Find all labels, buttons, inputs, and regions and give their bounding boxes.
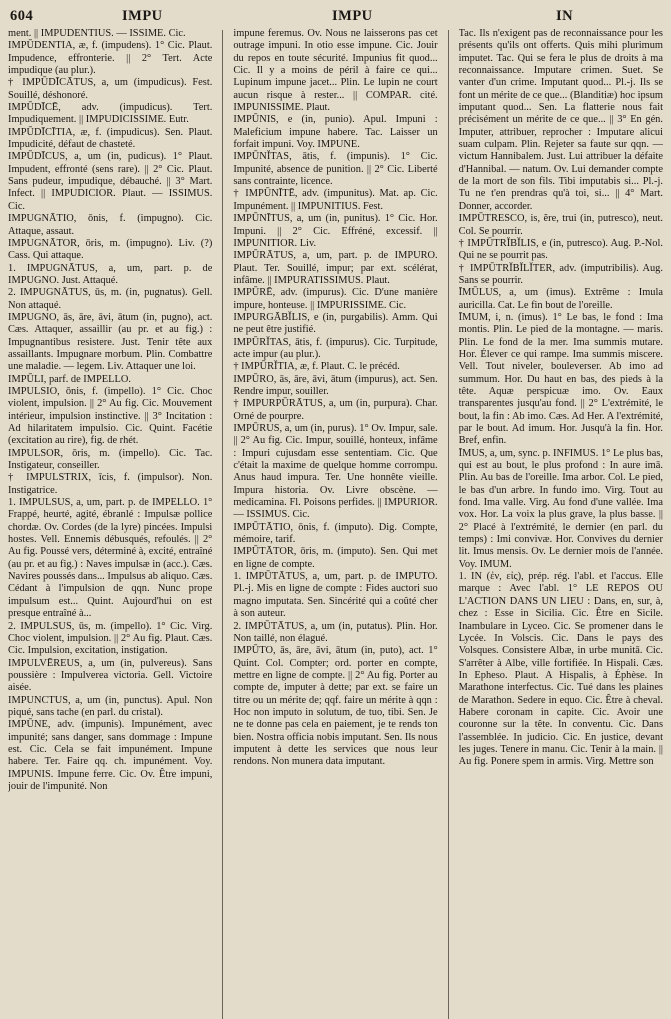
dictionary-entry: † IMPŪTRĬBĬLIS, e (in, putresco). Aug. P.-Nol. Qui ne se pourrit pas. [458, 237, 663, 262]
dictionary-entry: IMPŪRO, ās, āre, āvi, ātum (impurus), act. Sen. Rendre impur, souiller. [233, 373, 438, 397]
dictionary-entry: IMPŪRĀTUS, a, um, part. p. de IMPURO. Plaut. Ter. Souillé, impur; par ext. scélérat, infâme. || IMPURATISSIMUS. Plaut. [233, 250, 438, 286]
column-divider [448, 30, 449, 1019]
dictionary-entry: 1. IN (ἐν, εἰς), prép. rég. l'abl. et l'accus. Elle marque : Avec l'abl. 1° LE REPOS OU L'ACTION DANS UN LIEU : Dans, en, sur, à, chez : Esse in Sicilia. Cic. Être en Sicile. Inambulare in Lyceo. Cic. Se promener dans le Lycée. In Volscis. Cic. Dans le pays des Volsques. Consistere Albæ, in urbe munitā. Cic. S'arrêter à Albe, ville fortifiée. In Hispali. Cæs. In Epheso. Plaut. A Hispalis, à Éphèse. In Marathone interfectus. Cic. Tué dans les plaines de Marathon. Sedere in equo. Cic. Être à cheval. Habere coronam in capite. Cic. Avoir une couronne sur la tête. In conventu. Cic. Dans l'assemblée. In judicio. Cic. En justice, devant les juges. Tenere in manu. Cic. Tenir à la main. || Au fig. Ponere spem in armis. Virg. Mettre son [458, 571, 663, 768]
dictionary-entry: IMPŪNIS, e (in, punio). Apul. Impuni : Maleficium impune habere. Tac. Laisser un forfait impuni. Voy. IMPUNE. [233, 114, 438, 151]
dictionary-entry: IMPŪLI, parf. de IMPELLO. [8, 373, 131, 385]
dictionary-entry: † IMPŪNĪTĒ, adv. (impunitus). Mat. ap. Cic. Impunément. || IMPUNITIUS. Fest. [233, 188, 438, 212]
dictionary-entry: † IMPŪDĪCĀTUS, a, um (impudicus). Fest. Souillé, déshonoré. [8, 77, 213, 101]
column-left [8, 28, 212, 1019]
dictionary-entry: IMPUNCTUS, a, um (in, punctus). Apul. Non piqué, sans tache (en parl. du cristal). [8, 694, 213, 718]
dictionary-entry: ĪMUM, i, n. (imus). 1° Le bas, le fond : Ima montis. Plin. Le pied de la montagne. — maris. Plin. Le fond de la mer. Ima summis mutare. Hor. Élever ce qui rampe. Ima summis miscere. Vell. Tout niveler, bouleverser. Ab imo ad summum. Hor. Du haut en bas, des pieds à la tête. Aquæ perspicuæ imo. Ov. Eaux transparentes jusqu'au fond. || 2° L'extrémité, le bout, la fin : Ab imo. Cæs. Ad Her. A l'extrémité, par le bout. Ad imum. Hor. Jusqu'à la fin. Hor. Bref, enfin. [458, 311, 663, 447]
dictionary-entry: IMPŪTĀTIO, ōnis, f. (imputo). Dig. Compte, mémoire, tarif. [233, 521, 438, 546]
dictionary-entry: 2. IMPUGNĀTUS, ūs, m. (in, pugnatus). Gell. Non attaqué. [8, 287, 213, 311]
column-right [459, 28, 663, 1019]
dictionary-entry: ĪMŪLUS, a, um (imus). Extrême : Imula auricilla. Cat. Le fin bout de l'oreille. [458, 287, 663, 311]
dictionary-entry: 2. IMPŪTĀTUS, a, um (in, putatus). Plin. Hor. Non taillé, non élagué. [233, 620, 438, 644]
dictionary-entry: Tac. Ils n'exigent pas de reconnaissance pour les présents qu'ils ont offerts. Quis mihi plurimum imputet. Tac. Qui se fera le plus de droits à ma reconnaissance. Imputare crimen. Suet. Se vanter d'un crime. Imputant quod... Pl.-j. Ils se font un mérite de ce que... (Blanditiæ) hoc ipsum imputant quod... Sen. La flatterie nous fait précisément un mérite de ce que... || 3° En gén. Imputer, attribuer, reprocher : Imputare alicui suam culpam. Plin. Rejeter sa faute sur qqn. — victum Hannibalem. Just. Lui attribuer la défaite d'Hannibal. — natum. Ov. Lui demander compte de la mort de son fils. Tibi imputabis si... Pl.-j. Tu ne t'en prendras qu'à toi, si... || 4° Mart. Donner, accorder. [458, 28, 663, 212]
dictionary-entry: IMPŪNĪTUS, a, um (in, punitus). 1° Cic. Hor. Impuni. || 2° Cic. Effréné, excessif. || IMPUNITIOR. Liv. [233, 213, 438, 249]
dictionary-entry: † IMPURPŪRĀTUS, a, um (in, purpura). Char. Orné de pourpre. [233, 398, 438, 422]
dictionary-entry: IMPŪTO, ās, āre, āvi, ātum (in, puto), act. 1° Quint. Col. Compter; ord. porter en compte, mettre en ligne de compte. || 2° Au fig. Porter au compte de, imputer à dette; par ext. se faire un titre ou un mérite de; qqf. faire un mérite à qqn : Hoc non imputo in solutum, de tuo, tibi. Sen. Je ne te donne pas cela en paiement, je te rends ton bien. Nostra officia nobis imputant. Sen. Ils nous imputent à dette les services que nous leur rendons. Non munera data imputant. [233, 645, 438, 768]
dictionary-entry: IMPURGĀBĬLIS, e (in, purgabilis). Amm. Qui ne peut être justifié. [233, 311, 438, 336]
running-header [8, 6, 663, 26]
right-column-heading: IN [556, 8, 574, 24]
page-number: 604 [10, 8, 34, 24]
dictionary-entry: IMPUGNĀTIO, ōnis, f. (impugno). Cic. Attaque, assaut. [8, 213, 213, 237]
dictionary-entry: 2. IMPULSUS, ūs, m. (impello). 1° Cic. Virg. Choc violent, impulsion. || 2° Au fig. Plaut. Cæs. Cic. Impulsion, excitation, instigation. [8, 620, 213, 657]
dictionary-entry: IMPULVĒREUS, a, um (in, pulvereus). Sans poussière : Impulverea victoria. Gell. Victoire aisée. [8, 657, 213, 694]
dictionary-entry: IMPULSOR, ōris, m. (impello). Cic. Tac. Instigateur, conseiller. [8, 447, 213, 472]
dictionary-entry: IMPŪDENTIA, æ, f. (impudens). 1° Cic. Plaut. Impudence, effronterie. || 2° Tert. Acte impudique (au plur.). [8, 40, 213, 77]
dictionary-entry: IMPŪRUS, a, um (in, purus). 1° Ov. Impur, sale. || 2° Au fig. Cic. Impur, souillé, honteux, infâme : Impuri cujusdam esse sententiam. Cic. Que c'était la maxime de quelque homme corrompu. Anus haud impura. Ter. Une honnête vieille. Impura historia. Ov. Livre obscène. — medicamina. Fl. Poisons perfides. || IMPURIOR. — ISSIMUS. Cic. [233, 423, 438, 521]
dictionary-entry: IMPŪRĬTAS, ātis, f. (impurus). Cic. Turpitude, acte impur (au plur.). [233, 336, 438, 360]
dictionary-entry: 1. IMPUGNĀTUS, a, um, part. p. de IMPUGNO. Just. Attaqué. [8, 262, 213, 286]
dictionary-entry: IMPŪDĪCĪTIA, æ, f. (impudicus). Sen. Plaut. Impudicité, défaut de chasteté. [8, 126, 213, 151]
dictionary-entry: † IMPŪTRĬBĬLĬTER, adv. (imputribilis). Aug. Sans se pourrir. [458, 262, 663, 286]
column-middle [233, 28, 437, 1019]
left-column-heading: IMPU [122, 8, 163, 24]
column-divider [222, 30, 223, 1019]
dictionary-entry: † IMPULSTRIX, īcis, f. (impulsor). Non. Instigatrice. [8, 472, 213, 496]
dictionary-entry: IMPŪRĒ, adv. (impurus). Cic. D'une manière impure, honteuse. || IMPURISSIME. Cic. [233, 287, 438, 311]
dictionary-entry: IMPŪTRESCO, is, ĕre, trui (in, putresco), neut. Col. Se pourrir. [458, 213, 663, 237]
dictionary-entry: IMPŪTĀTOR, ōris, m. (imputo). Sen. Qui met en ligne de compte. [233, 546, 438, 570]
dictionary-entry: 1. IMPŪTĀTUS, a, um, part. p. de IMPUTO. Pl.-j. Mis en ligne de compte : Fides auctori suo magno imputata. Sen. Sincérité qui a coûté cher à son auteur. [233, 571, 438, 620]
dictionary-entry: ment. || IMPUDENTIUS. — ISSIME. Cic. [8, 28, 186, 39]
dictionary-entry: IMPŪDĪCUS, a, um (in, pudicus). 1° Plaut. Impudent, effronté (sens rare). || 2° Cic. Plaut. Sans pudeur, impudique, débauché. || 3° Mart. Infect. || IMPUDICIOR. Plaut. — ISSIMUS. Cic. [8, 151, 213, 212]
dictionary-entry: ĪMUS, a, um, sync. p. INFIMUS. 1° Le plus bas, qui est au bout, le plus profond : In aure imā. Plin. Au bas de l'oreille. Ima arbor. Col. Le pied, le bas d'un arbre. In fundo imo. Virg. Tout au fond. Ima valle. Virg. Au fond d'une vallée. Ima vox. Hor. La voix la plus grave, la plus basse. || 2° Placé à l'extrémité, le dernier (en parl. du temps) : Imi convivæ. Hor. Convives du dernier lit. Imus mensis. Ov. Le dernier mois de l'année. Voy. IMUM. [458, 447, 663, 570]
text-columns [8, 28, 663, 1019]
dictionary-entry: IMPŪNĬTAS, ātis, f. (impunis). 1° Cic. Impunité, absence de punition. || 2° Cic. Liberté sans contrainte, licence. [233, 151, 438, 188]
dictionary-entry: IMPŪNE, adv. (impunis). Impunément, avec impunité; sans danger, sans dommage : Impune est. Cic. Cela se fait impunément. Impune habere. Ter. Faire qq. ch. impunément. Voy. IMPUNIS. Impune ferre. Cic. Ov. Être impuni, jouir de l'impunité. Non [8, 719, 213, 792]
dictionary-entry: † IMPŪRĬTIA, æ, f. Plaut. C. le précéd. [233, 361, 400, 373]
dictionary-entry: 1. IMPULSUS, a, um, part. p. de IMPELLO. 1° Frappé, heurté, agité, ébranlé : Impulsæ pollice chordæ. Ov. Cordes (de la lyre) pincées. Impulsi hostes. Vell. Ennemis débusqués, refoulés. || 2° Au fig. Poussé vers, déterminé à, excité, entraîné (au pr. et au fig.) : Naves impulsæ in (acc.). Cæs. Navires poussés dans... Impulsus ab aliquo. Cæs. Cédant à l'impulsion de qqn. Nunc prope impulsum est... Quint. Aujourd'hui on est presque entraîné à... [8, 497, 213, 620]
dictionary-entry: IMPULSIO, ōnis, f. (impello). 1° Cic. Choc violent, impulsion. || 2° Au fig. Cic. Mouvement intérieur, impulsion instinctive. || 3° Incitation : Ad hilaritatem impulsio. Cic. Quint. Facétie (excitation au rire), fig. de rhét. [8, 385, 213, 447]
dictionary-entry: impune feremus. Ov. Nous ne laisserons pas cet outrage impuni. In otio esse impune. Cic. Jouir du repos en toute sécurité. Impunius fit quod... Cic. Il y a moins de péril à faire ce qui... Lupinum impune jacet... Plin. Le lupin ne court aucun risque à rester... || COMPAR. cité. IMPUNISSIME. Plaut. [233, 28, 438, 114]
dictionary-entry: IMPUGNO, ās, āre, āvi, ātum (in, pugno), act. Cæs. Attaquer, assaillir (au pr. et au fig.) : Impugnantibus resistere. Just. Tenir tête aux assaillants. Impugnare morbum. Plin. Combattre une maladie. — legem. Liv. Attaquer une loi. [8, 311, 213, 373]
dictionary-entry: IMPUGNĀTOR, ōris, m. (impugno). Liv. (?) Cass. Qui attaque. [8, 237, 213, 262]
dictionary-entry: IMPŪDĪCĒ, adv. (impudicus). Tert. Impudiquement. || IMPUDICISSIME. Eutr. [8, 102, 213, 126]
center-column-heading: IMPU [332, 8, 373, 24]
